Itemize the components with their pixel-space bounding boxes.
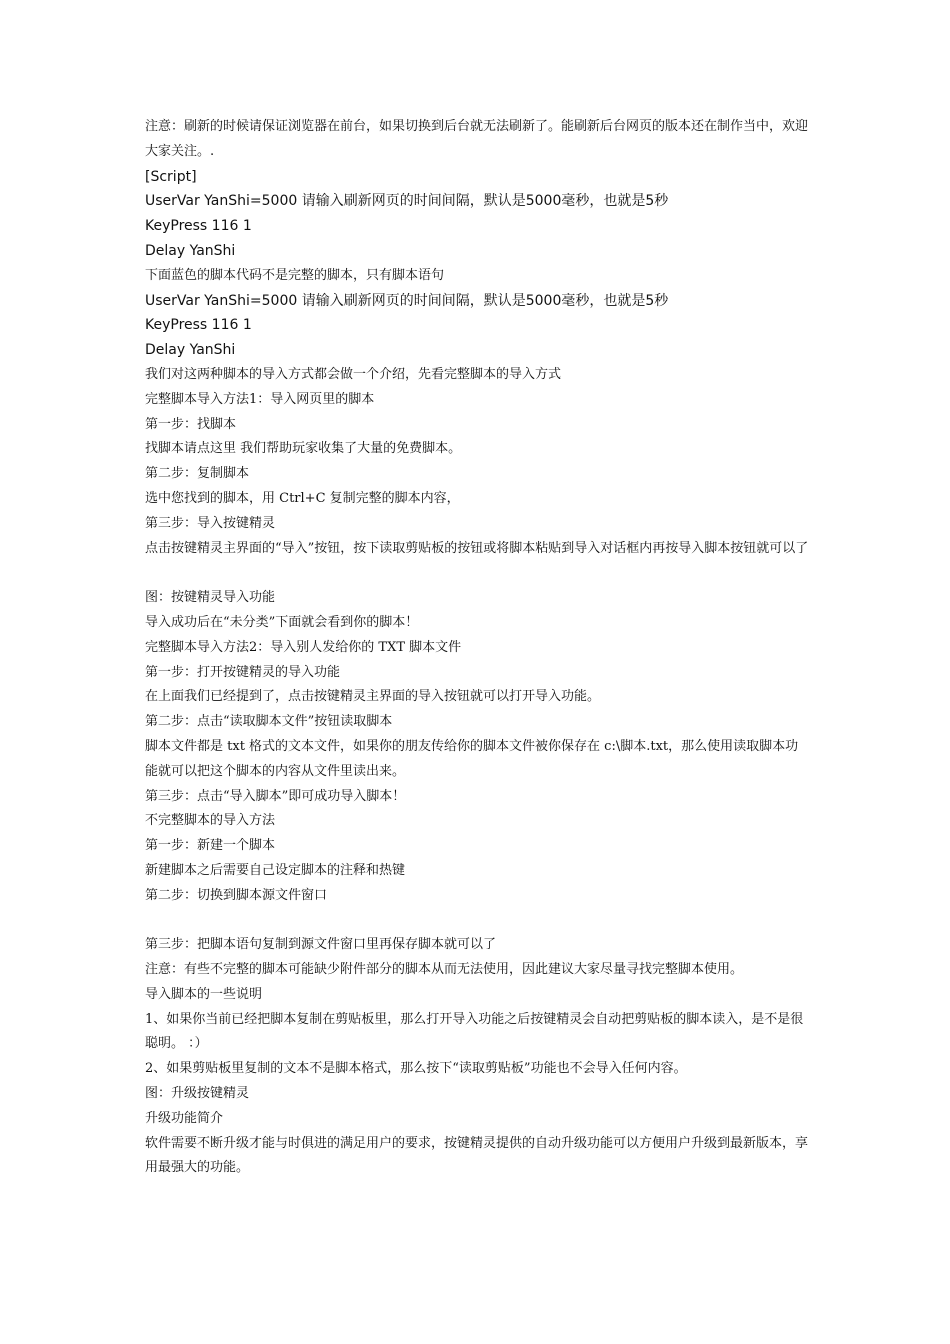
step-switch-source-window: 第二步：切换到脚本源文件窗口 [145, 887, 328, 903]
heading-complete-import-method-1: 完整脚本导入方法1：导入网页里的脚本 [145, 391, 375, 407]
code-uservar-line-2: UserVar YanShi=5000 请输入刷新网页的时间间隔，默认是5000毫秒，也就是5秒 [145, 292, 669, 309]
document-body [145, 115, 810, 1181]
text-txt-script-file: 脚本文件都是 txt 格式的文本文件，如果你的朋友传给你的脚本文件被你保存在 c:\脚本.txt，那么使用读取脚本功能就可以把这个脚本的内容从文件里读出来。 [145, 738, 799, 779]
heading-complete-import-method-2: 完整脚本导入方法2：导入别人发给你的 TXT 脚本文件 [145, 639, 462, 655]
note-clipboard-auto-read: 1、如果你当前已经把脚本复制在剪贴板里，那么打开导入功能之后按键精灵会自动把剪贴板的脚本读入，是不是很聪明。 ：） [145, 1011, 804, 1052]
code-script-header: [Script] [145, 168, 197, 185]
text-blue-code-note: 下面蓝色的脚本代码不是完整的脚本，只有脚本语句 [145, 267, 445, 283]
heading-incomplete-import-method: 不完整脚本的导入方法 [145, 813, 276, 829]
step-new-script: 第一步：新建一个脚本 [145, 838, 276, 854]
code-keypress-line-2: KeyPress 116 1 [145, 317, 252, 334]
blank-line [145, 561, 810, 586]
step-copy-script: 第二步：复制脚本 [145, 466, 250, 482]
step-import-to-keyboard-sprite: 第三步：导入按键精灵 [145, 515, 276, 531]
text-set-comment-hotkey: 新建脚本之后需要自己设定脚本的注释和热键 [145, 862, 406, 878]
caption-upgrade-keyboard-sprite: 图：升级按键精灵 [145, 1086, 250, 1102]
text-click-import-open: 在上面我们已经提到了，点击按键精灵主界面的导入按钮就可以打开导入功能。 [145, 689, 601, 705]
note-refresh-foreground: 注意：刷新的时候请保证浏览器在前台，如果切换到后台就无法刷新了。能刷新后台网页的版本还在制作当中，欢迎大家关注。. [145, 119, 809, 159]
text-import-intro: 我们对这两种脚本的导入方式都会做一个介绍，先看完整脚本的导入方式 [145, 366, 562, 382]
text-find-script-here: 找脚本请点这里 我们帮助玩家收集了大量的免费脚本。 [145, 441, 462, 457]
code-delay-line: Delay YanShi [145, 242, 236, 259]
text-click-import-button: 点击按键精灵主界面的“导入”按钮，按下读取剪贴板的按钮或将脚本粘贴到导入对话框内再按导入脚本按钮就可以了 [145, 540, 809, 556]
blank-line [145, 909, 810, 934]
heading-import-notes: 导入脚本的一些说明 [145, 986, 263, 1002]
step-find-script: 第一步：找脚本 [145, 416, 237, 432]
note-incomplete-scripts: 注意：有些不完整的脚本可能缺少附件部分的脚本从而无法使用，因此建议大家尽量寻找完整脚本使用。 [145, 962, 744, 978]
caption-import-function: 图：按键精灵导入功能 [145, 590, 276, 606]
text-import-success: 导入成功后在“未分类”下面就会看到你的脚本！ [145, 614, 419, 630]
step-copy-to-source-window: 第三步：把脚本语句复制到源文件窗口里再保存脚本就可以了 [145, 937, 497, 953]
code-keypress-line: KeyPress 116 1 [145, 218, 252, 235]
code-delay-line-2: Delay YanShi [145, 342, 236, 359]
step-read-script-file: 第二步：点击“读取脚本文件”按钮读取脚本 [145, 714, 393, 730]
heading-upgrade-intro: 升级功能简介 [145, 1110, 224, 1126]
text-copy-with-ctrl-c: 选中您找到的脚本，用 Ctrl+C 复制完整的脚本内容， [145, 490, 460, 506]
step-click-import-script: 第三步：点击“导入脚本”即可成功导入脚本！ [145, 788, 406, 804]
note-clipboard-not-script: 2、如果剪贴板里复制的文本不是脚本格式，那么按下“读取剪贴板”功能也不会导入任何内容。 [145, 1061, 687, 1077]
text-upgrade-description: 软件需要不断升级才能与时俱进的满足用户的要求，按键精灵提供的自动升级功能可以方便用户升级到最新版本，享用最强大的功能。 [145, 1135, 809, 1176]
code-uservar-line: UserVar YanShi=5000 请输入刷新网页的时间间隔，默认是5000毫秒，也就是5秒 [145, 193, 669, 210]
step-open-import-function: 第一步：打开按键精灵的导入功能 [145, 664, 341, 680]
